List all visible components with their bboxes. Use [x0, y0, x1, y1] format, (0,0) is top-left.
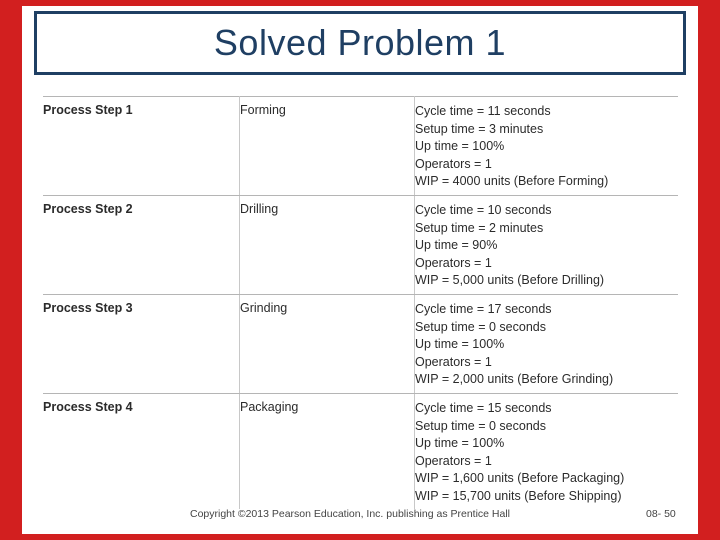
detail-line: WIP = 15,700 units (Before Shipping) — [415, 488, 622, 503]
detail-line: Up time = 90% — [415, 238, 498, 253]
page-number: 08- 50 — [646, 508, 676, 520]
detail-line: Operators = 1 — [415, 156, 492, 171]
footer-copyright: Copyright ©2013 Pearson Education, Inc. publishing as Prentice Hall — [190, 508, 511, 520]
title-box — [34, 11, 686, 75]
process-name: Forming — [240, 97, 415, 196]
table-row — [43, 294, 678, 393]
slide-title: Solved Problem 1 — [213, 22, 507, 63]
table-row — [43, 97, 678, 196]
step-details — [415, 195, 679, 294]
detail-line: Operators = 1 — [415, 354, 492, 369]
step-details — [415, 294, 679, 393]
detail-line: Up time = 100% — [415, 139, 505, 154]
table-row — [43, 393, 678, 509]
step-details — [415, 393, 679, 509]
detail-line: Cycle time = 11 seconds — [415, 104, 551, 118]
step-details — [415, 97, 679, 196]
detail-line: Setup time = 3 minutes — [415, 121, 544, 136]
detail-line: WIP = 4000 units (Before Forming) — [415, 174, 609, 189]
detail-line: Up time = 100% — [415, 436, 505, 451]
detail-line: WIP = 1,600 units (Before Packaging) — [415, 471, 625, 486]
detail-line: WIP = 5,000 units (Before Drilling) — [415, 273, 605, 288]
detail-line: Setup time = 0 seconds — [415, 418, 546, 433]
step-label: Process Step 2 — [43, 195, 240, 294]
detail-line: Cycle time = 15 seconds — [415, 400, 552, 415]
detail-line: Cycle time = 10 seconds — [415, 202, 552, 217]
problem-table-container — [43, 96, 678, 509]
detail-line: Up time = 100% — [415, 337, 505, 352]
process-steps-table — [43, 96, 678, 509]
step-label: Process Step 4 — [43, 399, 133, 414]
process-name: Grinding — [240, 294, 415, 393]
detail-line: Setup time = 0 seconds — [415, 319, 546, 334]
step-label: Process Step 3 — [43, 294, 240, 393]
detail-line: WIP = 2,000 units (Before Grinding) — [415, 372, 614, 387]
step-label: Process Step 1 — [43, 97, 240, 196]
detail-line: Setup time = 2 minutes — [415, 220, 544, 235]
detail-line: Operators = 1 — [415, 453, 492, 468]
detail-line: Cycle time = 17 seconds — [415, 301, 552, 316]
detail-line: Operators = 1 — [415, 255, 492, 270]
process-name: Packaging — [240, 393, 415, 509]
process-name: Drilling — [240, 195, 415, 294]
table-row — [43, 195, 678, 294]
